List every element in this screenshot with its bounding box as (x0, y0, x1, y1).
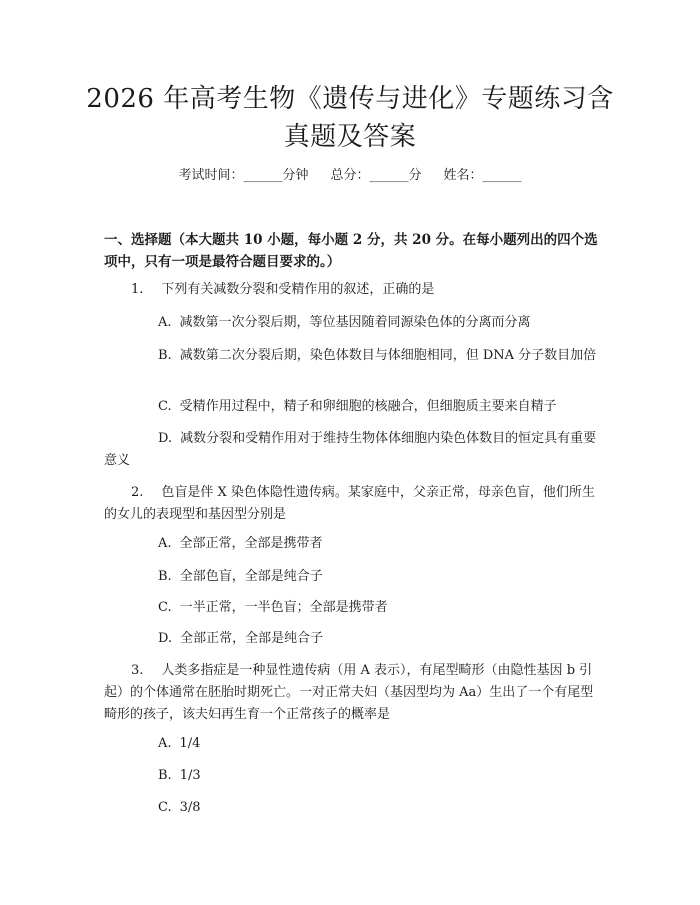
question-number: 3. (131, 663, 144, 678)
option-text: 减数分裂和受精作用对于维持生物体体细胞内染色体数目的恒定具有重要意义 (104, 431, 597, 468)
option-text: 减数第一次分裂后期，等位基因随着同源染色体的分离而分离 (179, 315, 531, 330)
option-letter: A. (158, 536, 172, 551)
question-2 (104, 482, 600, 526)
question-1-option-a (104, 312, 600, 334)
question-1-option-c (104, 396, 600, 418)
option-text: 1/3 (179, 768, 201, 783)
option-text: 受精作用过程中，精子和卵细胞的核融合，但细胞质主要来自精子 (179, 399, 557, 414)
option-text: 全部正常，全部是纯合子 (180, 631, 324, 646)
option-text: 1/4 (179, 736, 201, 751)
title-line-1: 2026 年高考生物《遗传与进化》专题练习含 (86, 84, 614, 114)
student-name-label: 姓名：______ (443, 168, 522, 183)
question-3 (104, 660, 600, 726)
question-3-option-b (104, 765, 600, 787)
option-text: 全部正常，全部是携带者 (179, 536, 323, 551)
option-letter: C. (158, 600, 172, 615)
option-text: 一半正常，一半色盲；全部是携带者 (179, 600, 388, 615)
option-letter: D. (158, 431, 173, 446)
question-number: 2. (131, 485, 144, 500)
section-heading: 一、选择题（本大题共 10 小题，每小题 2 分，共 20 分。在每小题列出的四个选项中，只有一项是最符合题目要求的。） (104, 232, 598, 270)
total-score-label: 总分：______分 (330, 168, 422, 183)
question-2-option-d (104, 628, 600, 650)
option-letter: C. (158, 399, 172, 414)
option-letter: D. (158, 631, 173, 646)
option-text: 3/8 (179, 800, 201, 815)
question-stem: 人类多指症是一种显性遗传病（用 A 表示），有尾型畸形（由隐性基因 b 引起）的个体通常在胚胎时期死亡。一对正常夫妇（基因型均为 Aa）生出了一个有尾型畸形的孩子，该夫妇再生育一个正常孩子的概率是 (104, 663, 594, 722)
question-number: 1. (131, 282, 144, 297)
question-1 (104, 279, 600, 301)
option-letter: B. (158, 348, 172, 363)
question-3-option-a (104, 733, 600, 755)
question-3-option-c (104, 797, 600, 819)
question-2-option-b (104, 566, 600, 588)
option-text: 减数第二次分裂后期，染色体数目与体细胞相同，但 DNA 分子数目加倍 (179, 348, 597, 363)
option-letter: B. (158, 768, 172, 783)
option-letter: A. (158, 315, 172, 330)
question-1-option-b (104, 345, 600, 367)
question-stem: 色盲是伴 X 染色体隐性遗传病。某家庭中，父亲正常，母亲色盲，他们所生的女儿的表现型和基因型分别是 (104, 485, 595, 522)
question-2-option-c (104, 597, 600, 619)
option-letter: C. (158, 800, 172, 815)
title-line-2: 真题及答案 (283, 122, 417, 152)
exam-time-label: 考试时间：______分钟 (178, 168, 309, 183)
option-text: 全部色盲，全部是纯合子 (179, 569, 323, 584)
option-letter: B. (158, 569, 172, 584)
question-stem: 下列有关减数分裂和受精作用的叙述，正确的是 (161, 282, 435, 297)
question-2-option-a (104, 533, 600, 555)
page-title (60, 80, 640, 156)
exam-meta (0, 166, 700, 186)
option-letter: A. (158, 736, 172, 751)
question-1-option-d (104, 428, 600, 472)
